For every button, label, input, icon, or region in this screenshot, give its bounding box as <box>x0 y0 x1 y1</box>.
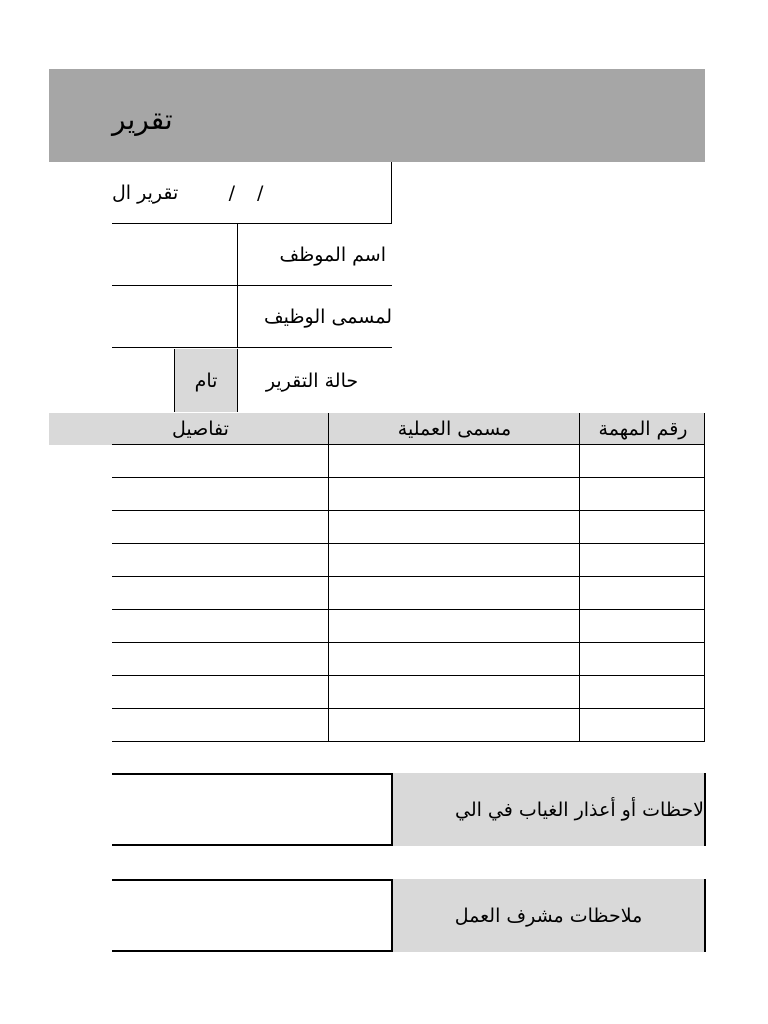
cell-task-number[interactable] <box>579 478 705 510</box>
cell-task-number[interactable] <box>579 445 705 477</box>
cell-details[interactable] <box>112 676 328 708</box>
job-title-field[interactable] <box>112 286 236 348</box>
cell-details[interactable] <box>112 643 328 675</box>
cell-details[interactable] <box>112 478 328 510</box>
supervisor-notes-label: ملاحظات مشرف العمل <box>454 904 643 927</box>
cell-operation-name[interactable] <box>328 610 579 642</box>
cell-operation-name[interactable] <box>328 445 579 477</box>
employee-name-label: اسم الموظف <box>279 244 386 266</box>
report-date-field[interactable]: / / <box>228 182 272 204</box>
cell-operation-name[interactable] <box>328 544 579 576</box>
report-title: تقرير <box>112 103 173 136</box>
table-top-border <box>112 444 705 445</box>
column-border <box>579 413 580 742</box>
absence-notes-label: لاحظات أو أعذار الغياب في الي <box>454 798 704 821</box>
cell-task-number[interactable] <box>579 610 705 642</box>
cell-operation-name[interactable] <box>328 709 579 741</box>
cell-operation-name[interactable] <box>328 478 579 510</box>
column-header-details: تفاصيل <box>172 418 229 440</box>
column-header-operation-name: مسمى العملية <box>397 418 512 440</box>
job-title-label: لمسمى الوظيف <box>264 306 392 328</box>
cell-details[interactable] <box>112 577 328 609</box>
row-border <box>112 741 705 742</box>
cell-operation-name[interactable] <box>328 511 579 543</box>
cell-operation-name[interactable] <box>328 676 579 708</box>
cell-task-number[interactable] <box>579 544 705 576</box>
cell-task-number[interactable] <box>579 676 705 708</box>
cell-details[interactable] <box>112 610 328 642</box>
cell-details[interactable] <box>112 511 328 543</box>
cell-task-number[interactable] <box>579 709 705 741</box>
employee-name-field[interactable] <box>112 224 236 286</box>
cell-details[interactable] <box>112 709 328 741</box>
cell-details[interactable] <box>112 544 328 576</box>
cell-task-number[interactable] <box>579 643 705 675</box>
report-status-value[interactable]: تام <box>194 369 218 392</box>
cell-operation-name[interactable] <box>328 643 579 675</box>
column-border <box>328 413 329 742</box>
absence-notes-field[interactable] <box>112 775 390 844</box>
supervisor-notes-field[interactable] <box>112 881 390 950</box>
column-header-task-number: رقم المهمة <box>598 418 688 440</box>
report-date-label: تقرير ال <box>112 182 179 204</box>
cell-operation-name[interactable] <box>328 577 579 609</box>
cell-task-number[interactable] <box>579 511 705 543</box>
cell-task-number[interactable] <box>579 577 705 609</box>
cell-details[interactable] <box>112 445 328 477</box>
report-status-label: حالة التقرير <box>265 369 359 392</box>
column-border <box>704 413 705 742</box>
